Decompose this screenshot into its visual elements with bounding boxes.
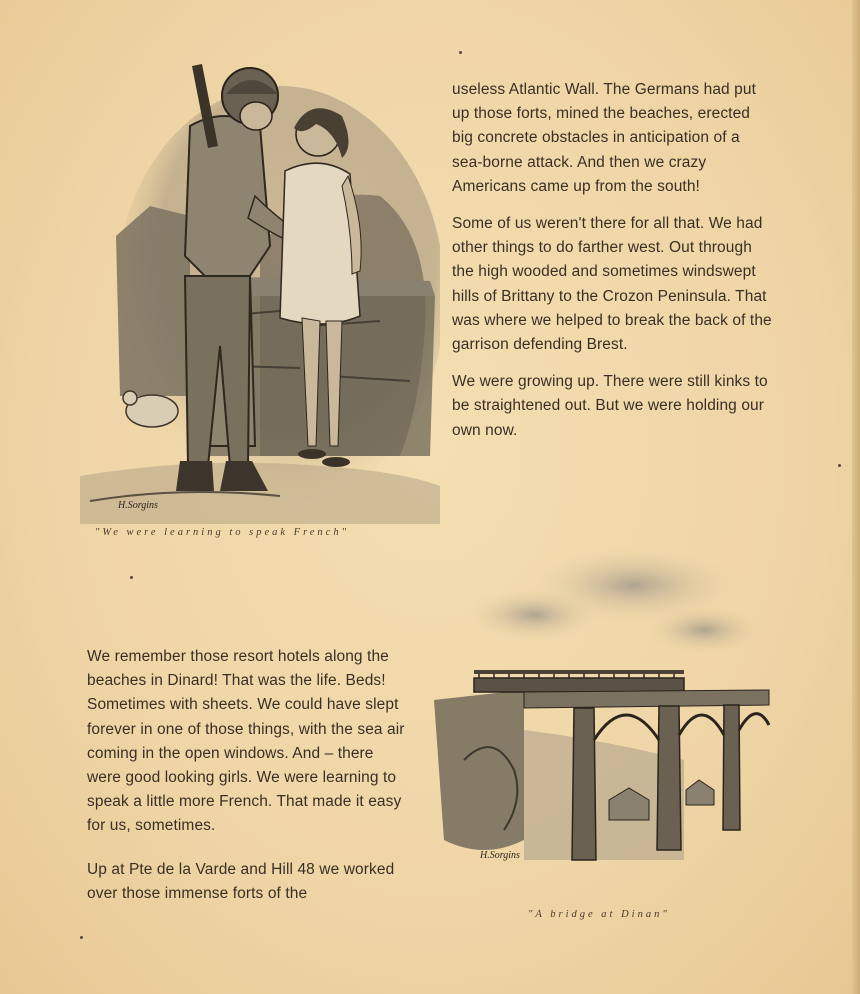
bridge-at-dinan-illustration	[424, 540, 776, 880]
right-paragraph-1: useless Atlantic Wall. The Germans had put up those forts, mined the beaches, erected big concrete obstacles in anticipation of a sea-borne attack. And then we crazy Americans came up from the south!	[452, 81, 757, 195]
page-edge	[852, 0, 860, 994]
left-paragraph-2: Up at Pte de la Varde and Hill 48 we worked over those immense forts of the	[87, 860, 395, 902]
bridge-illustration-signature: H.Sorgins	[480, 850, 520, 861]
left-paragraph-1: We remember those resort hotels along the beaches in Dinard! That was the life. Beds! Sometimes with sheets. We could have slept forever in one of those things, with the sea air coming in the open windows. And – there were good looking girls. We were learning to speak a little more French. That made it easy for us, sometimes.	[87, 648, 405, 835]
paper-speck	[80, 936, 83, 939]
soldier-and-girl-illustration	[80, 46, 440, 524]
paper-speck	[130, 576, 133, 579]
right-column-text	[452, 78, 774, 456]
soldier-illustration-caption: "We were learning to speak French"	[95, 527, 349, 538]
bridge-illustration-caption: "A bridge at Dinan"	[528, 909, 670, 920]
right-paragraph-2: Some of us weren't there for all that. We had other things to do farther west. Out through the high wooded and sometimes windswept hills of Brittany to the Crozon Peninsula. That was where we helped to break the back of the garrison defending Brest.	[452, 215, 772, 354]
paper-speck	[838, 464, 841, 467]
left-column-text	[87, 645, 405, 925]
right-paragraph-3: We were growing up. There were still kinks to be straightened out. But we were holding our own now.	[452, 373, 768, 439]
soldier-illustration-signature: H.Sorgins	[118, 500, 158, 511]
paper-speck	[459, 51, 462, 54]
